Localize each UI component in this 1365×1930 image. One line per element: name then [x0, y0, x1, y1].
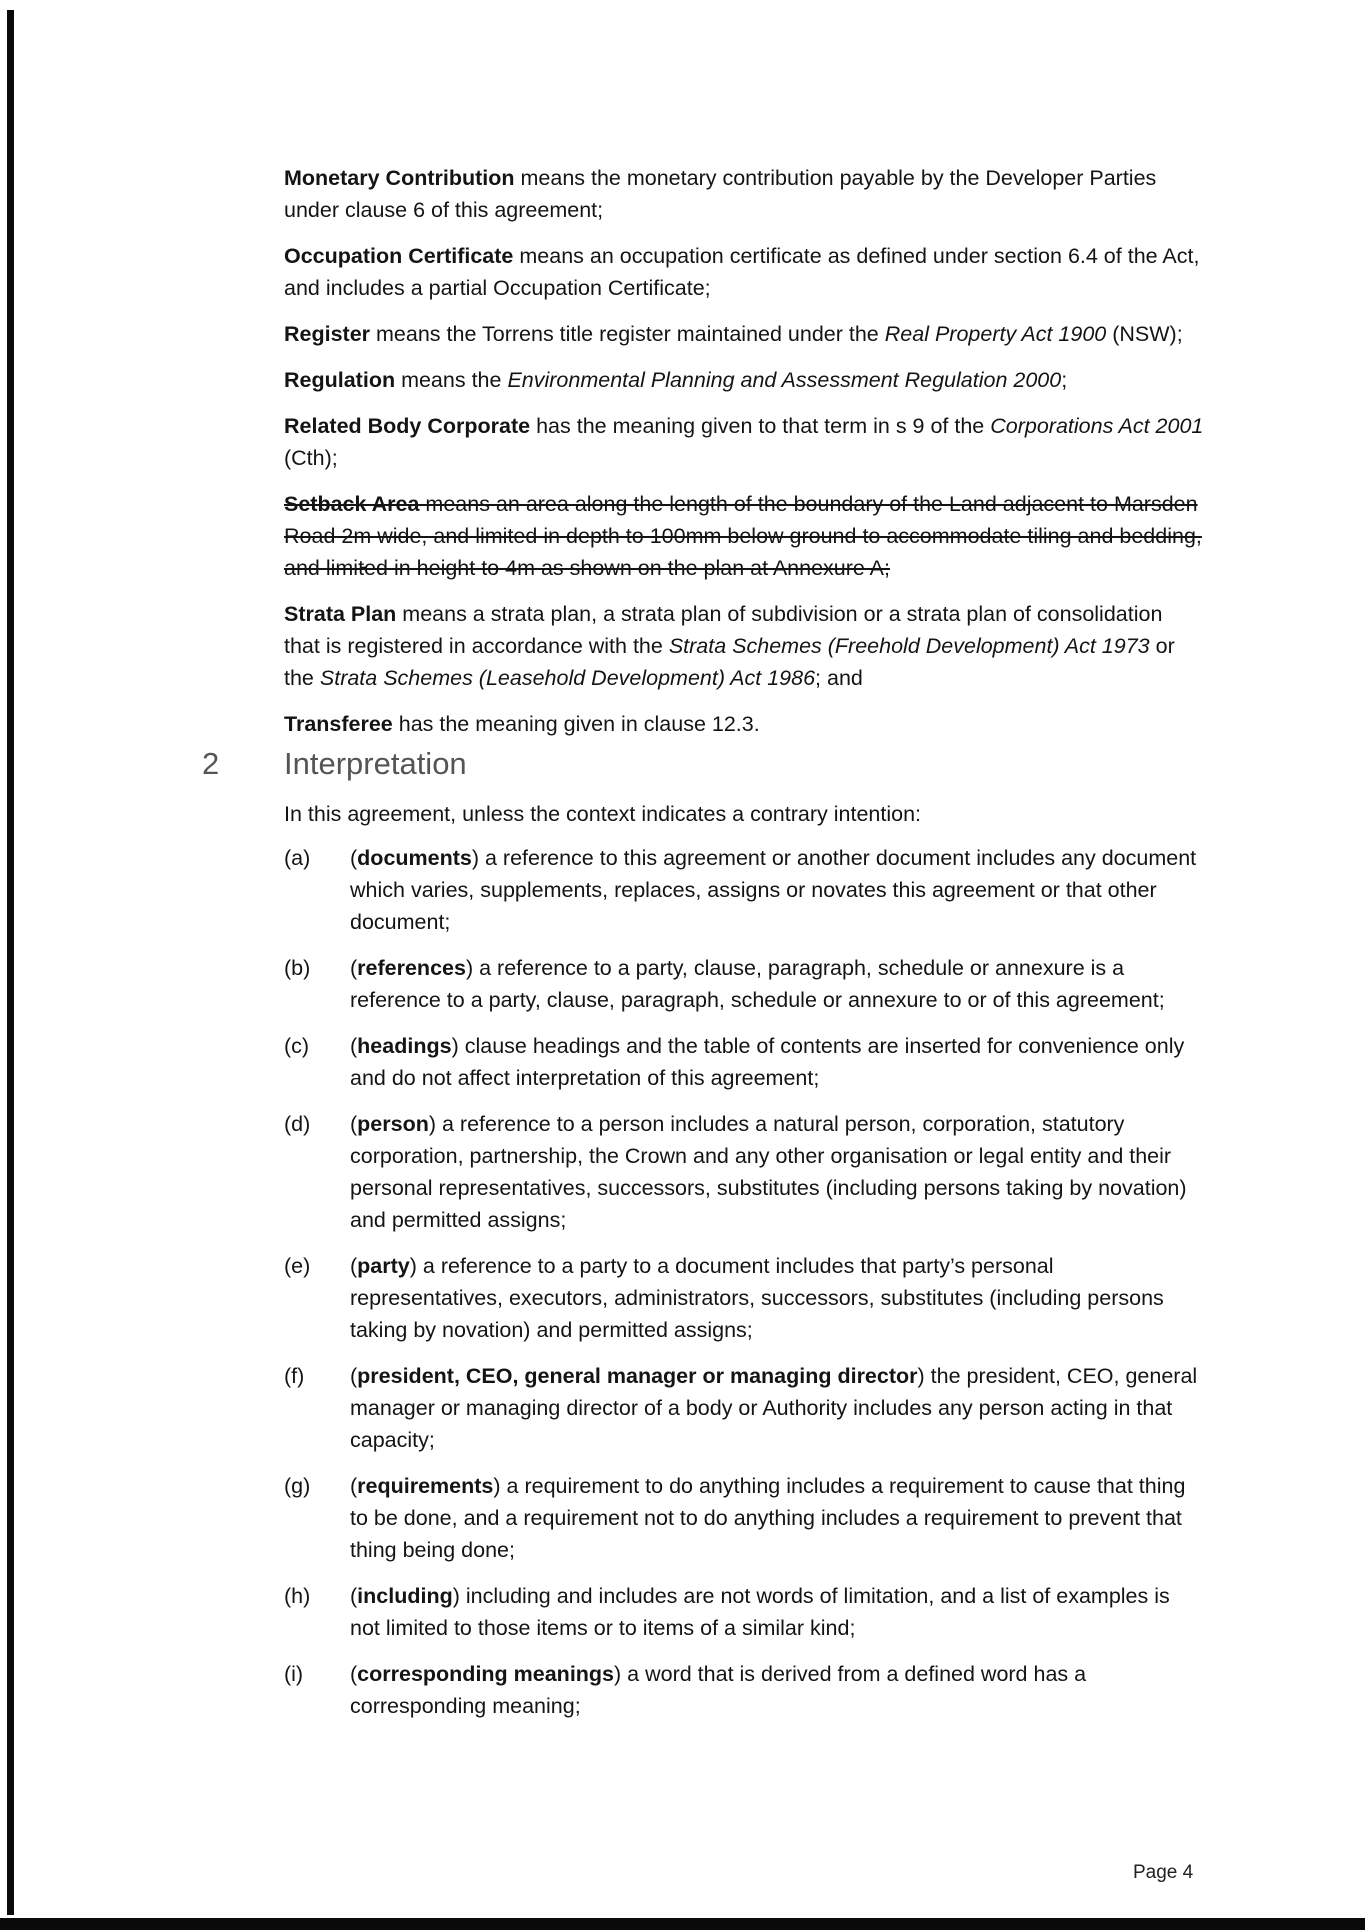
list-item	[284, 1580, 1204, 1644]
definition-term: Register	[284, 322, 371, 346]
list-item	[284, 1250, 1204, 1346]
list-item-label: (g)	[284, 1474, 311, 1498]
list-item-paren: )	[428, 1112, 437, 1136]
definition-regulation	[284, 364, 1204, 396]
definition-term: Strata Plan	[284, 602, 397, 626]
list-item-paren: )	[471, 846, 480, 870]
definition-text: means the	[395, 368, 508, 392]
list-item-heading: including	[357, 1584, 453, 1608]
statute-name: Corporations Act 2001	[990, 414, 1204, 438]
section-number: 2	[202, 746, 220, 781]
list-item-paren: )	[917, 1364, 925, 1388]
definition-text: has the meaning given to that term in s 9 of the	[530, 414, 991, 438]
definition-text: means a strata plan, a strata plan of subdivision or a strata plan of consolidation that is registered in accordance with the	[284, 602, 1163, 658]
list-item-text: a word that is derived from a defined word has a corresponding meaning;	[350, 1662, 1087, 1718]
definition-register	[284, 318, 1204, 350]
definition-text: ; and	[815, 666, 863, 690]
list-item-text: the president, CEO, general manager or managing director of a body or Authority includes any person acting in that capacity;	[350, 1364, 1198, 1452]
list-item-heading: requirements	[357, 1474, 494, 1498]
page-number: Page 4	[1133, 1862, 1194, 1883]
document-body	[202, 162, 1204, 1736]
definition-text: has the meaning given in clause 12.3.	[392, 712, 760, 736]
list-item-paren: (	[350, 1662, 358, 1686]
list-item-label: (c)	[284, 1034, 310, 1058]
list-item-text: a reference to a party to a document includes that party’s personal representatives, executors, administrators, successors, substitutes (including persons taking by novation) and permitted assigns;	[350, 1254, 1164, 1342]
list-item-label: (d)	[284, 1112, 311, 1136]
list-item-label: (e)	[284, 1254, 311, 1278]
list-item-heading: party	[357, 1254, 410, 1278]
definition-occupation-certificate	[284, 240, 1204, 304]
definition-term: Transferee	[284, 712, 393, 736]
list-item-label: (f)	[284, 1364, 305, 1388]
statute-name: Environmental Planning and Assessment Regulation 2000	[507, 368, 1062, 392]
list-item-text: a reference to a party, clause, paragraph, schedule or annexure is a reference to a party, clause, paragraph, schedule or annexure to or of this agreement;	[350, 956, 1165, 1012]
list-item-paren: (	[350, 1584, 358, 1608]
definition-monetary-contribution	[284, 162, 1204, 226]
list-item-paren: )	[493, 1474, 501, 1498]
list-item-paren: )	[614, 1662, 622, 1686]
list-item-text: clause headings and the table of contents are inserted for convenience only and do not affect interpretation of this agreement;	[350, 1034, 1185, 1090]
list-item-paren: (	[350, 1112, 358, 1136]
list-item-paren: (	[350, 956, 358, 980]
list-item-paren: (	[350, 1254, 358, 1278]
list-item-label: (h)	[284, 1584, 311, 1608]
definition-text: or the	[284, 634, 1175, 690]
list-item-text: a reference to a person includes a natural person, corporation, statutory corporation, partnership, the Crown and any other organisation or legal entity and their personal representatives, successors, substitutes (including persons taking by novation) and permitted assigns;	[350, 1112, 1187, 1232]
list-item-heading: headings	[357, 1034, 452, 1058]
list-item-label: (i)	[284, 1662, 304, 1686]
list-item-heading: documents	[357, 846, 472, 870]
section-title: Interpretation	[284, 746, 467, 781]
definition-strata-plan	[284, 598, 1204, 694]
list-item-heading: references	[357, 956, 466, 980]
definition-text: (Cth);	[284, 446, 338, 470]
list-item-paren: )	[452, 1584, 460, 1608]
definition-text: means the Torrens title register maintained under the	[370, 322, 885, 346]
definition-text: (NSW);	[1106, 322, 1183, 346]
list-item-text: including and includes are not words of limitation, and a list of examples is not limited to those items or to items of a similar kind;	[350, 1584, 1170, 1640]
scan-left-edge	[7, 10, 14, 1915]
list-item	[284, 842, 1204, 938]
list-item	[284, 1108, 1204, 1236]
scan-bottom-edge	[0, 1918, 1365, 1930]
interpretation-list	[284, 842, 1204, 1722]
strikethrough-extension	[270, 488, 366, 584]
definition-text: means an area along the length of the boundary of the Land adjacent to Marsden Road 2m wide, and limited in depth to 100mm below ground to accommodate tiling and bedding, and limited in height to 4m as shown on the plan at Annexure A;	[284, 492, 1202, 580]
list-item-paren: )	[409, 1254, 417, 1278]
list-item-text: a reference to this agreement or another document includes any document which varies, supplements, replaces, assigns or novates this agreement or that other document;	[350, 846, 1197, 934]
definition-term: Related Body Corporate	[284, 414, 531, 438]
definition-related-body-corporate	[284, 410, 1204, 474]
list-item	[284, 952, 1204, 1016]
definition-term: Setback Area	[284, 492, 420, 516]
list-item	[284, 1470, 1204, 1566]
list-item	[284, 1658, 1204, 1722]
statute-name: Real Property Act 1900	[884, 322, 1107, 346]
list-item-heading: president, CEO, general manager or managing director	[357, 1364, 918, 1388]
definition-transferee	[284, 708, 1204, 740]
list-item-paren: (	[350, 1034, 358, 1058]
list-item-paren: )	[451, 1034, 459, 1058]
definition-setback-area-struck	[284, 488, 1204, 584]
section-intro: In this agreement, unless the context indicates a contrary intention:	[284, 802, 922, 826]
list-item-paren: (	[350, 1364, 358, 1388]
list-item	[284, 1360, 1204, 1456]
list-item	[284, 1030, 1204, 1094]
list-item-text: a requirement to do anything includes a requirement to cause that thing to be done, and a requirement not to do anything includes a requirement to prevent that thing being done;	[350, 1474, 1186, 1562]
definition-text: means the monetary contribution payable by the Developer Parties under clause 6 of this agreement;	[284, 166, 1157, 222]
list-item-heading: corresponding meanings	[357, 1662, 615, 1686]
statute-name: Strata Schemes (Leasehold Development) Act 1986	[319, 666, 816, 690]
list-item-label: (a)	[284, 846, 311, 870]
definition-text: ;	[1061, 368, 1068, 392]
list-item-paren: (	[350, 846, 358, 870]
list-item-paren: (	[350, 1474, 358, 1498]
definition-text: means an occupation certificate as defined under section 6.4 of the Act, and includes a partial Occupation Certificate;	[284, 244, 1200, 300]
section-heading	[202, 746, 1204, 790]
list-item-label: (b)	[284, 956, 311, 980]
list-item-paren: )	[465, 956, 474, 980]
definition-term: Regulation	[284, 368, 396, 392]
definition-term: Occupation Certificate	[284, 244, 514, 268]
definition-term: Monetary Contribution	[284, 166, 515, 190]
statute-name: Strata Schemes (Freehold Development) Act 1973	[668, 634, 1150, 658]
list-item-heading: person	[357, 1112, 429, 1136]
